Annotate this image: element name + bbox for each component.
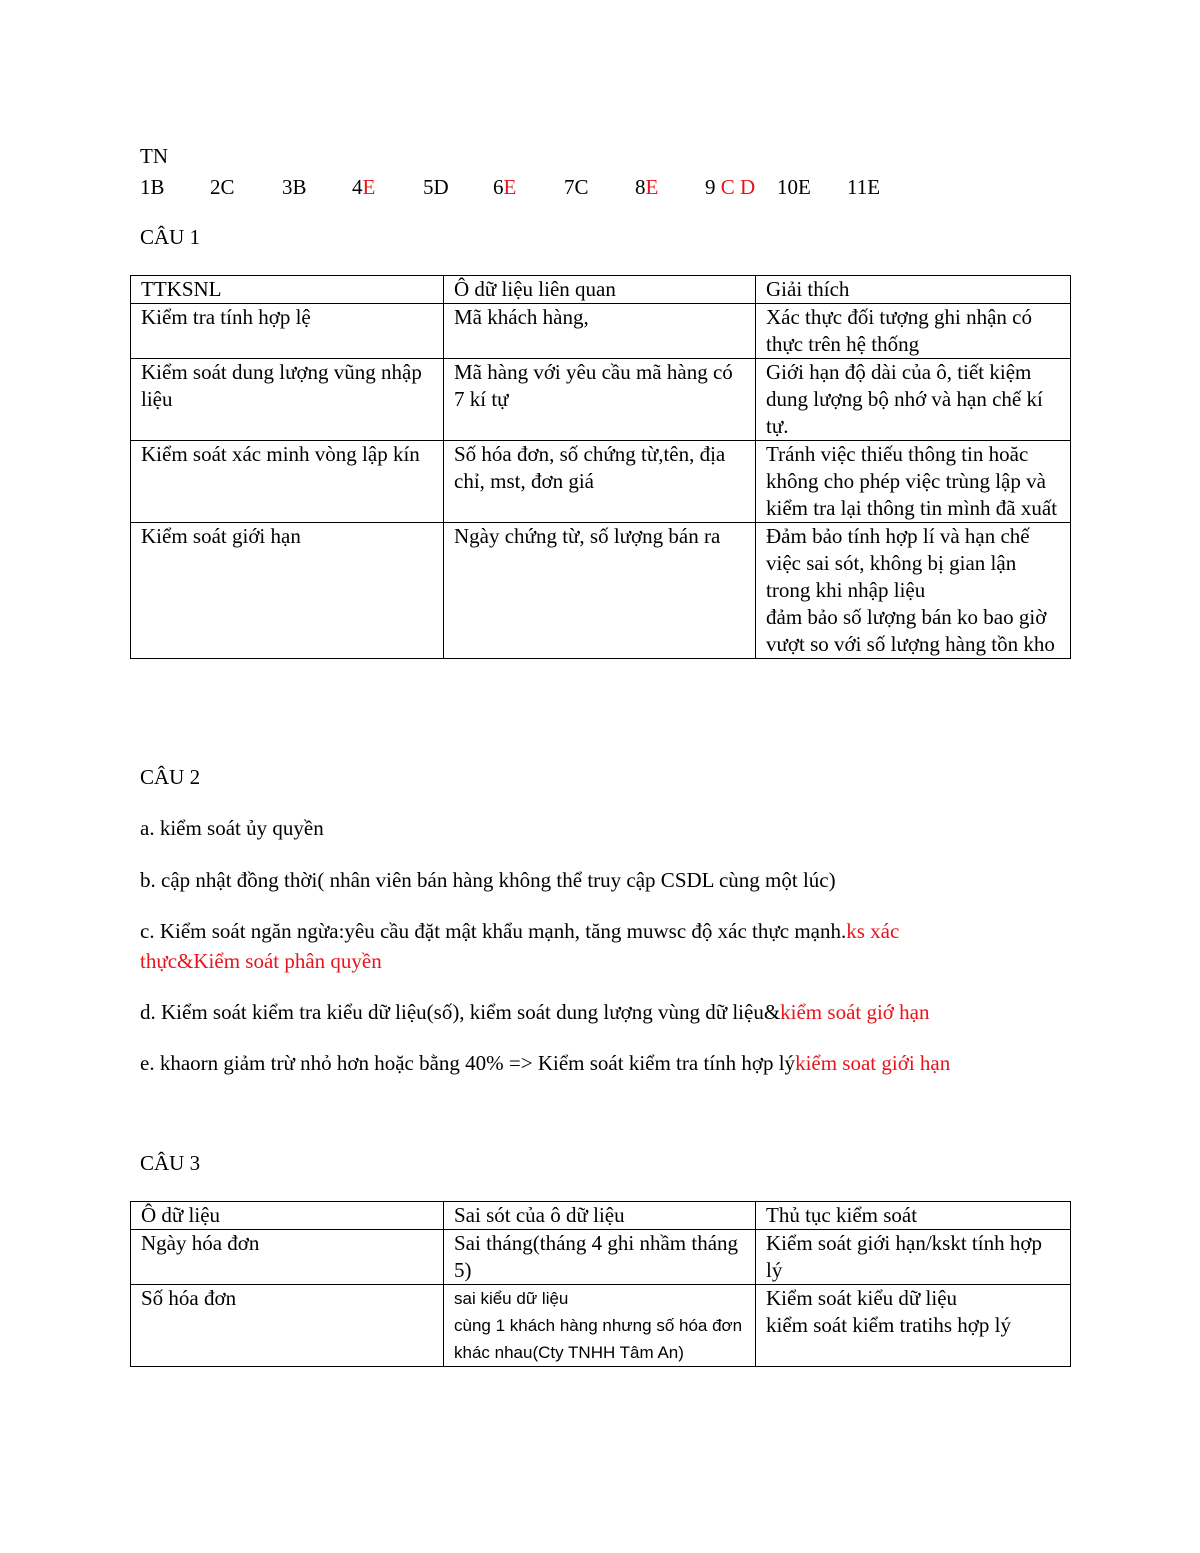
- table-cell: Tránh việc thiếu thông tin hoăc không cho phép việc trùng lập và kiểm tra lại thông tin mình đã xuất: [756, 441, 1071, 523]
- header-cell: Ô dữ liệu: [131, 1202, 444, 1230]
- table-cell: Số hóa đơn: [131, 1285, 444, 1367]
- answer-item: 10E: [777, 175, 811, 199]
- answer-item: 2C: [210, 175, 235, 199]
- cell-line: Kiểm soát kiểu dữ liệu: [766, 1286, 958, 1310]
- header-cell: Ô dữ liệu liên quan: [444, 276, 756, 304]
- cau1-table: [130, 275, 1071, 659]
- cell-line: Đảm bảo tính hợp lí và hạn chế việc sai sót, không bị gian lận trong khi nhập liệu: [766, 524, 1030, 602]
- header-cell: TTKSNL: [131, 276, 444, 304]
- table-row: [131, 1230, 1071, 1285]
- table-cell: [756, 523, 1071, 659]
- table-cell: Kiểm tra tính hợp lệ: [131, 304, 444, 359]
- answer-item: 3B: [282, 175, 307, 199]
- answer-item: 6E: [493, 175, 517, 199]
- table-header-row: [131, 1202, 1071, 1230]
- header-cell: Thủ tục kiểm soát: [756, 1202, 1071, 1230]
- table-cell: Ngày chứng từ, số lượng bán ra: [444, 523, 756, 659]
- table-cell: Kiểm soát giới hạn: [131, 523, 444, 659]
- table-header-row: [131, 276, 1071, 304]
- table-cell: Mã khách hàng,: [444, 304, 756, 359]
- answer-item: 7C: [564, 175, 589, 199]
- cau3-title: CÂU 3: [140, 1151, 201, 1175]
- header-cell: Giải thích: [756, 276, 1071, 304]
- cau3-table: [130, 1201, 1071, 1367]
- cau2-item-d: d. Kiểm soát kiểm tra kiểu dữ liệu(số), kiểm soát dung lượng vùng dữ liệu&kiểm soát giớ hạn: [140, 1000, 930, 1024]
- cau2-item-a: a. kiểm soát ủy quyền: [140, 816, 324, 840]
- answer-item: 9 C D: [705, 175, 756, 199]
- table-row: [131, 1285, 1071, 1367]
- table-row: [131, 523, 1071, 659]
- cell-line: kiểm soát kiểm tratihs hợp lý: [766, 1313, 1011, 1337]
- cell-line: sai kiểu dữ liệu: [454, 1289, 569, 1308]
- table-cell: Mã hàng với yêu cầu mã hàng có 7 kí tự: [444, 359, 756, 441]
- header-cell: Sai sót của ô dữ liệu: [444, 1202, 756, 1230]
- table-cell: Xác thực đối tượng ghi nhận có thực trên hệ thống: [756, 304, 1071, 359]
- table-cell: Kiểm soát xác minh vòng lập kín: [131, 441, 444, 523]
- answer-item: 8E: [635, 175, 659, 199]
- cau2-title: CÂU 2: [140, 765, 201, 789]
- table-cell: Số hóa đơn, số chứng từ,tên, địa chỉ, mst, đơn giá: [444, 441, 756, 523]
- table-row: [131, 359, 1071, 441]
- table-cell: Giới hạn độ dài của ô, tiết kiệm dung lượng bộ nhớ và hạn chế kí tự.: [756, 359, 1071, 441]
- tn-label: TN: [140, 144, 168, 168]
- cau2-item-b: b. cập nhật đồng thời( nhân viên bán hàng không thể truy cập CSDL cùng một lúc): [140, 868, 836, 892]
- answer-item: 1B: [140, 175, 165, 199]
- answer-item: 4E: [352, 175, 376, 199]
- table-cell: [756, 1285, 1071, 1367]
- table-cell: [444, 1285, 756, 1367]
- cau2-item-e: e. khaorn giảm trừ nhỏ hơn hoặc bằng 40% => Kiểm soát kiểm tra tính hợp lýkiểm soat giới hạn: [140, 1051, 951, 1075]
- cau2-item-c-cont: thực&Kiểm soát phân quyền: [140, 949, 382, 973]
- table-cell: Kiểm soát giới hạn/kskt tính hợp lý: [756, 1230, 1071, 1285]
- table-row: [131, 441, 1071, 523]
- cau2-item-c: c. Kiểm soát ngăn ngừa:yêu cầu đặt mật khẩu mạnh, tăng muwsc độ xác thực mạnh.ks xác: [140, 919, 900, 943]
- cell-line: đảm bảo số lượng bán ko bao giờ vượt so với số lượng hàng tồn kho: [766, 605, 1055, 656]
- table-cell: Sai tháng(tháng 4 ghi nhầm tháng 5): [444, 1230, 756, 1285]
- cell-line: cùng 1 khách hàng nhưng số hóa đơn khác nhau(Cty TNHH Tâm An): [454, 1316, 743, 1362]
- table-cell: Ngày hóa đơn: [131, 1230, 444, 1285]
- answer-item: 5D: [423, 175, 449, 199]
- cau1-title: CÂU 1: [140, 225, 201, 249]
- table-row: [131, 304, 1071, 359]
- table-cell: Kiểm soát dung lượng vũng nhập liệu: [131, 359, 444, 441]
- answer-item: 11E: [847, 175, 881, 199]
